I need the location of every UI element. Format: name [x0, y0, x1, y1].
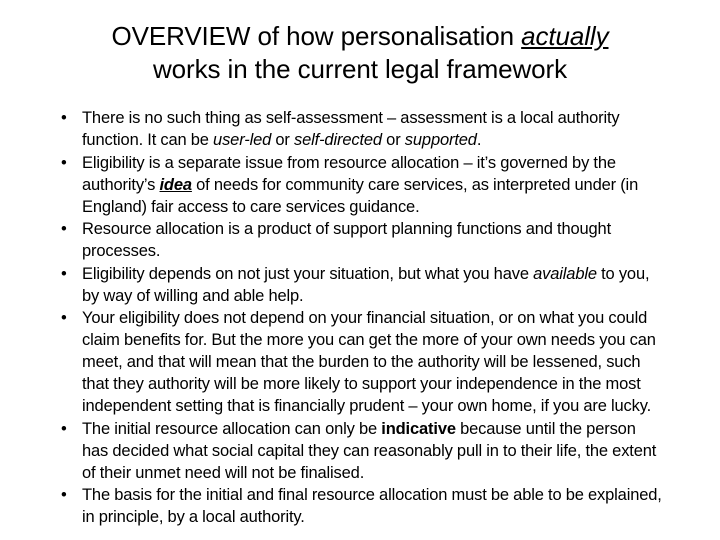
bullet-resource-allocation: [56, 218, 666, 262]
bullet-point-icon: •: [61, 309, 67, 327]
bullet-text-emphasis: available: [533, 264, 597, 283]
bullet-text: [82, 109, 620, 149]
bullet-text-emphasis: self-directed: [294, 131, 382, 149]
bullet-point-icon: •: [61, 220, 67, 238]
bullet-text-run: or: [271, 131, 295, 149]
bullet-text-run: of needs for community care services, as interpreted under (in England) fair access to care services guidance.: [82, 175, 639, 216]
bullet-eligibility-separate: [56, 152, 666, 218]
bullet-eligibility-depends: [56, 263, 666, 307]
bullet-text-run: .: [476, 131, 482, 149]
bullet-indicative: [56, 418, 666, 484]
bullet-point-icon: •: [61, 109, 67, 127]
bullet-text-run: The basis for the initial and final resource allocation must be able to be explained, in principle, by a local authority.: [82, 486, 662, 526]
bullet-text: [82, 220, 611, 260]
bullet-point-icon: •: [61, 486, 67, 504]
bullet-text-run: or: [381, 131, 405, 149]
bullet-text: [82, 265, 649, 305]
bullet-text-run: The initial resource allocation can only be: [82, 419, 382, 438]
page-title-line1-pre: OVERVIEW of how personalisation: [111, 21, 522, 51]
page-title-line2: works in the current legal framework: [153, 54, 567, 84]
slide-body: [56, 107, 666, 529]
bullet-text-run: Resource allocation is a product of support planning functions and thought processes.: [82, 220, 612, 260]
bullet-list: [56, 107, 666, 528]
page-title-emphasis: actually: [521, 21, 609, 51]
bullet-text-run: Eligibility depends on not just your situation, but what you have: [82, 264, 534, 283]
bullet-text-emphasis: user-led: [213, 131, 272, 149]
bullet-text-run: Your eligibility does not depend on your financial situation, or on what you could claim benefits for. But the more you can get the more of your own needs you can meet, and that will mean that the burden to the authority will be lessened, such that they authority will be more likely to support your independence in the most independent setting that is financially prudent – your own home, if you are lucky.: [82, 309, 656, 415]
bullet-text-run: Eligibility is a separate issue from resource allocation – it’s governed by the authority’s: [82, 153, 616, 194]
bullet-text: [82, 309, 656, 415]
page-title: [40, 20, 680, 86]
bullet-text: [82, 420, 656, 482]
bullet-text-emphasis: supported: [404, 131, 477, 149]
bullet-text-run: because until the person has decided what social capital they can reasonably pull in to their life, the extent of their unmet need will not be finalised.: [82, 419, 657, 482]
bullet-text-run: to you, by way of willing and able help.: [82, 264, 650, 305]
bullet-self-assessment: [56, 107, 666, 151]
bullet-point-icon: •: [61, 264, 67, 283]
bullet-financial-situation: [56, 307, 666, 417]
bullet-text: [82, 154, 638, 216]
bullet-basis-explained: [56, 484, 666, 528]
bullet-text-emphasis: idea: [159, 175, 192, 194]
bullet-point-icon: •: [61, 153, 67, 172]
bullet-text: [82, 486, 662, 526]
bullet-point-icon: •: [61, 419, 67, 438]
bullet-text-emphasis: indicative: [381, 419, 456, 438]
bullet-text-run: There is no such thing as self-assessment – assessment is a local authority function. It can be: [82, 109, 620, 149]
